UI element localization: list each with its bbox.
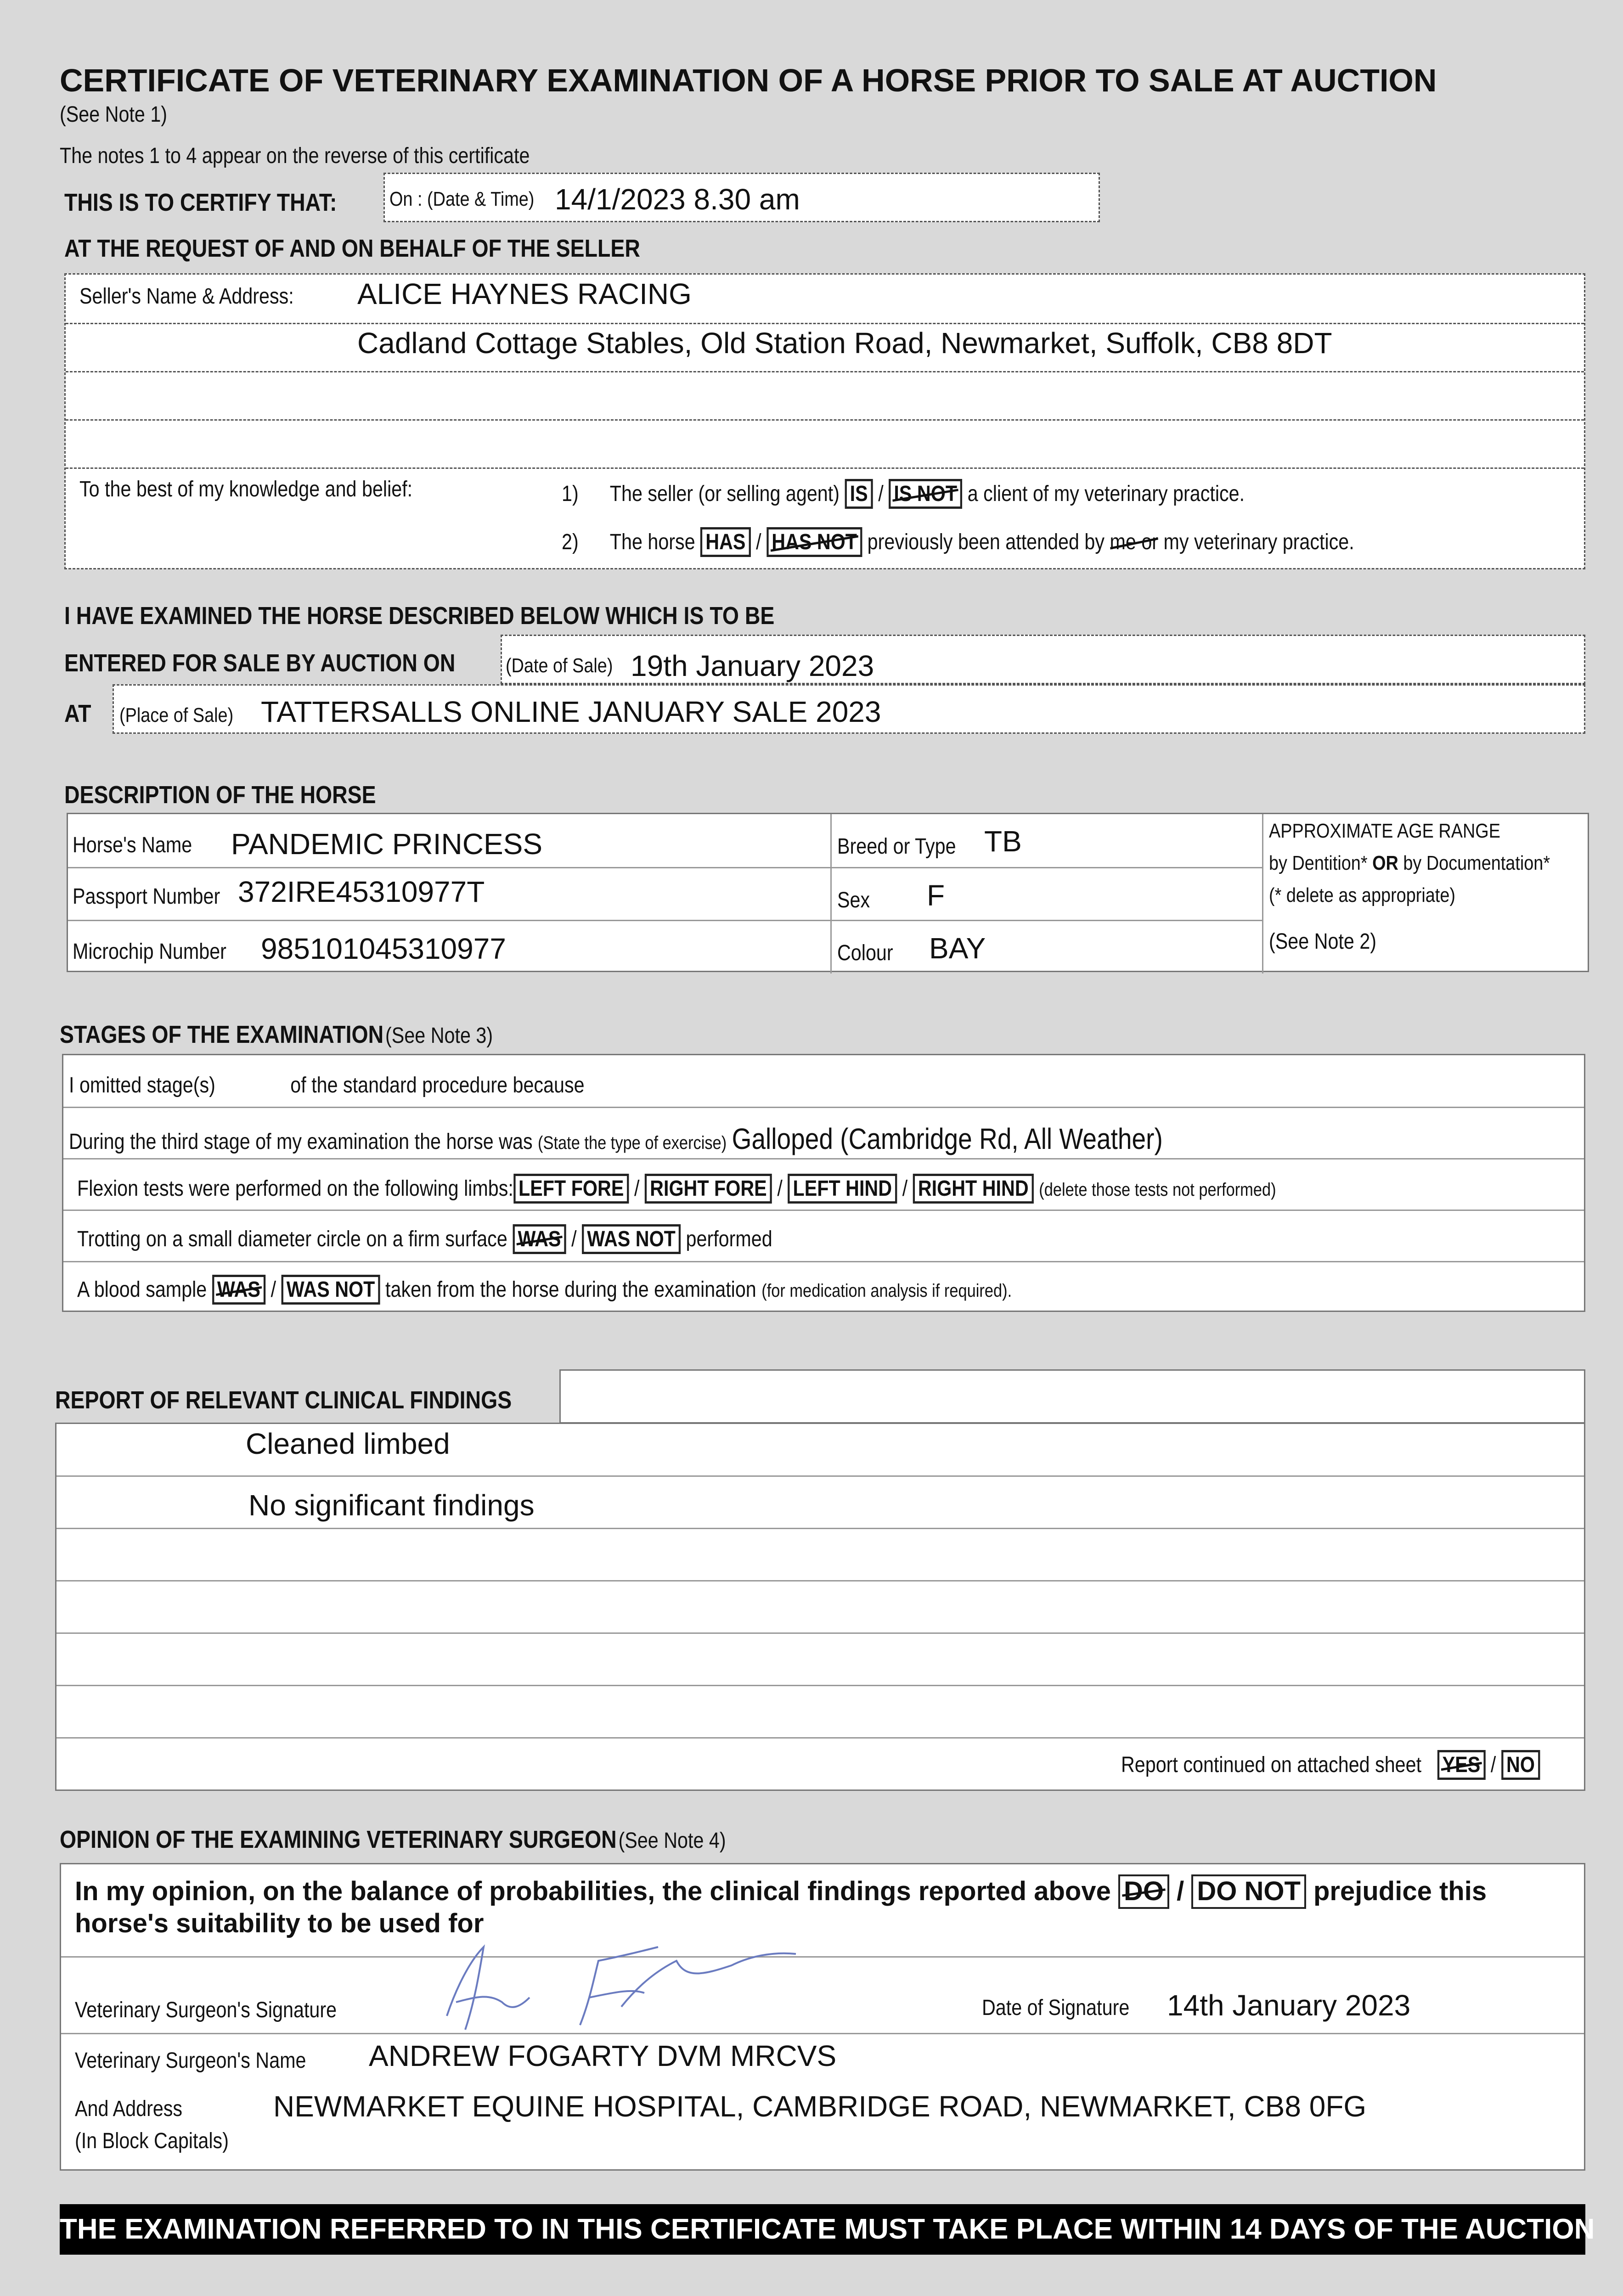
opinion-statement: In my opinion, on the balance of probabilities, the clinical findings reported above DO / DO NOT prejudice this [75, 1874, 1487, 1909]
is-option[interactable]: IS [845, 479, 873, 509]
report-table [55, 1423, 1585, 1791]
place-of-sale-field[interactable] [113, 684, 1585, 734]
request-heading: AT THE REQUEST OF AND ON BEHALF OF THE SELLER [64, 235, 640, 262]
age-range-method: by Dentition* OR by Documentation* [1269, 852, 1550, 874]
vet-name-label: Veterinary Surgeon's Name [75, 2048, 306, 2073]
date-of-signature-label: Date of Signature [982, 1996, 1130, 2020]
trot-was-not-option[interactable]: WAS NOT [582, 1224, 681, 1254]
exam-datetime-field[interactable] [383, 173, 1100, 222]
footer-text: THE EXAMINATION REFERRED TO IN THIS CERTIFICATE MUST TAKE PLACE WITHIN 14 DAYS OF THE AUCTION [60, 2213, 1595, 2245]
sex: F [927, 879, 945, 912]
age-see-note-2: (See Note 2) [1269, 929, 1377, 954]
date-of-sale-field[interactable] [501, 635, 1585, 684]
knowledge-item-1: 1) The seller (or selling agent) IS / IS NOT a client of my veterinary practice. [562, 479, 1245, 509]
seller-box [64, 273, 1585, 569]
handwritten-signature-icon [383, 1933, 842, 2039]
place-of-sale: TATTERSALLS ONLINE JANUARY SALE 2023 [261, 695, 881, 728]
trotting-row: Trotting on a small diameter circle on a firm surface WAS / WAS NOT performed [77, 1224, 772, 1254]
left-hind-option[interactable]: LEFT HIND [788, 1174, 897, 1204]
opinion-do-option[interactable]: DO [1118, 1874, 1169, 1909]
report-header-field[interactable] [559, 1369, 1585, 1424]
certificate-title: CERTIFICATE OF VETERINARY EXAMINATION OF A HORSE PRIOR TO SALE AT AUCTION [60, 62, 1437, 98]
report-continued-row: Report continued on attached sheet YES / NO [1121, 1750, 1540, 1780]
breed-label: Breed or Type [837, 834, 956, 859]
address-label: And Address [75, 2097, 183, 2121]
microchip-label: Microchip Number [73, 940, 226, 964]
horse-description-table [67, 813, 1589, 972]
continued-no-option[interactable]: NO [1501, 1750, 1540, 1780]
notes-line: The notes 1 to 4 appear on the reverse of this certificate [60, 144, 530, 168]
exercise-type: Galloped (Cambridge Rd, All Weather) [732, 1122, 1163, 1155]
right-hind-option[interactable]: RIGHT HIND [913, 1174, 1034, 1204]
blood-was-option[interactable]: WAS [212, 1275, 265, 1305]
opinion-table [60, 1863, 1585, 2171]
blood-was-not-option[interactable]: WAS NOT [282, 1275, 380, 1305]
stages-table [62, 1054, 1585, 1312]
address-label-block: (In Block Capitals) [75, 2129, 229, 2153]
opinion-do-not-option[interactable]: DO NOT [1191, 1874, 1306, 1909]
opinion-statement-cont: horse's suitability to be used for [75, 1908, 484, 1938]
colour-label: Colour [837, 941, 893, 965]
opinion-heading: OPINION OF THE EXAMINING VETERINARY SURGEON (See Note 4) [60, 1826, 726, 1853]
age-delete-note: (* delete as appropriate) [1269, 884, 1455, 906]
horse-name: PANDEMIC PRINCESS [231, 827, 543, 861]
right-fore-option[interactable]: RIGHT FORE [645, 1174, 772, 1204]
exam-datetime: 14/1/2023 8.30 am [555, 183, 800, 216]
knowledge-item-2: 2) The horse HAS / HAS NOT previously been attended by me or my veterinary practice. [562, 527, 1354, 557]
description-heading: DESCRIPTION OF THE HORSE [64, 781, 376, 809]
place-of-sale-label: (Place of Sale) [119, 704, 234, 726]
microchip-number: 985101045310977 [261, 932, 506, 965]
vet-address: NEWMARKET EQUINE HOSPITAL, CAMBRIDGE ROAD, NEWMARKET, CB8 0FG [273, 2090, 1367, 2123]
at-label: AT [64, 700, 91, 727]
blood-sample-row: A blood sample WAS / WAS NOT taken from the horse during the examination (for medication analysis if required). [77, 1275, 1012, 1305]
passport-label: Passport Number [73, 884, 220, 909]
left-fore-option[interactable]: LEFT FORE [513, 1174, 629, 1204]
certify-label: THIS IS TO CERTIFY THAT: [64, 189, 337, 216]
on-label: On : (Date & Time) [389, 188, 535, 210]
seller-address: Cadland Cottage Stables, Old Station Road, Newmarket, Suffolk, CB8 8DT [357, 326, 1332, 360]
date-of-sale: 19th January 2023 [631, 649, 874, 682]
sex-label: Sex [837, 888, 870, 912]
vet-name: ANDREW FOGARTY DVM MRCVS [369, 2039, 837, 2072]
signature-label: Veterinary Surgeon's Signature [75, 1998, 337, 2022]
knowledge-label: To the best of my knowledge and belief: [79, 477, 413, 501]
passport-number: 372IRE45310977T [238, 875, 485, 908]
trot-was-option[interactable]: WAS [513, 1224, 566, 1254]
third-stage-row: During the third stage of my examination the horse was (State the type of exercise) Galloped (Cambridge Rd, All Weather) [69, 1122, 1163, 1155]
has-option[interactable]: HAS [700, 527, 751, 557]
see-note-1: (See Note 1) [60, 102, 168, 127]
seller-name: ALICE HAYNES RACING [357, 277, 692, 310]
flexion-row: Flexion tests were performed on the following limbs: LEFT FORE / RIGHT FORE / LEFT HIND / RIGHT HIND (delete those tests not performed) [77, 1174, 1276, 1204]
me-or-struck: me or [1110, 530, 1159, 554]
examined-heading: I HAVE EXAMINED THE HORSE DESCRIBED BELOW WHICH IS TO BE [64, 602, 775, 630]
is-not-option[interactable]: IS NOT [889, 479, 962, 509]
breed: TB [984, 825, 1022, 858]
finding-line-1: Cleaned limbed [246, 1427, 450, 1460]
continued-yes-option[interactable]: YES [1437, 1750, 1485, 1780]
entered-label: ENTERED FOR SALE BY AUCTION ON [64, 649, 456, 677]
seller-label: Seller's Name & Address: [79, 284, 294, 309]
report-heading: REPORT OF RELEVANT CLINICAL FINDINGS [55, 1386, 512, 1414]
omitted-stages-row: I omitted stage(s) of the standard procedure because [69, 1073, 585, 1097]
date-of-signature: 14th January 2023 [1167, 1989, 1411, 2022]
finding-line-2: No significant findings [248, 1489, 535, 1522]
stages-heading: STAGES OF THE EXAMINATION (See Note 3) [60, 1021, 493, 1048]
horse-name-label: Horse's Name [73, 833, 192, 857]
date-of-sale-label: (Date of Sale) [506, 654, 613, 677]
has-not-option[interactable]: HAS NOT [766, 527, 862, 557]
footer-banner [60, 2204, 1595, 2255]
age-range-heading: APPROXIMATE AGE RANGE [1269, 820, 1500, 842]
colour: BAY [929, 932, 986, 965]
